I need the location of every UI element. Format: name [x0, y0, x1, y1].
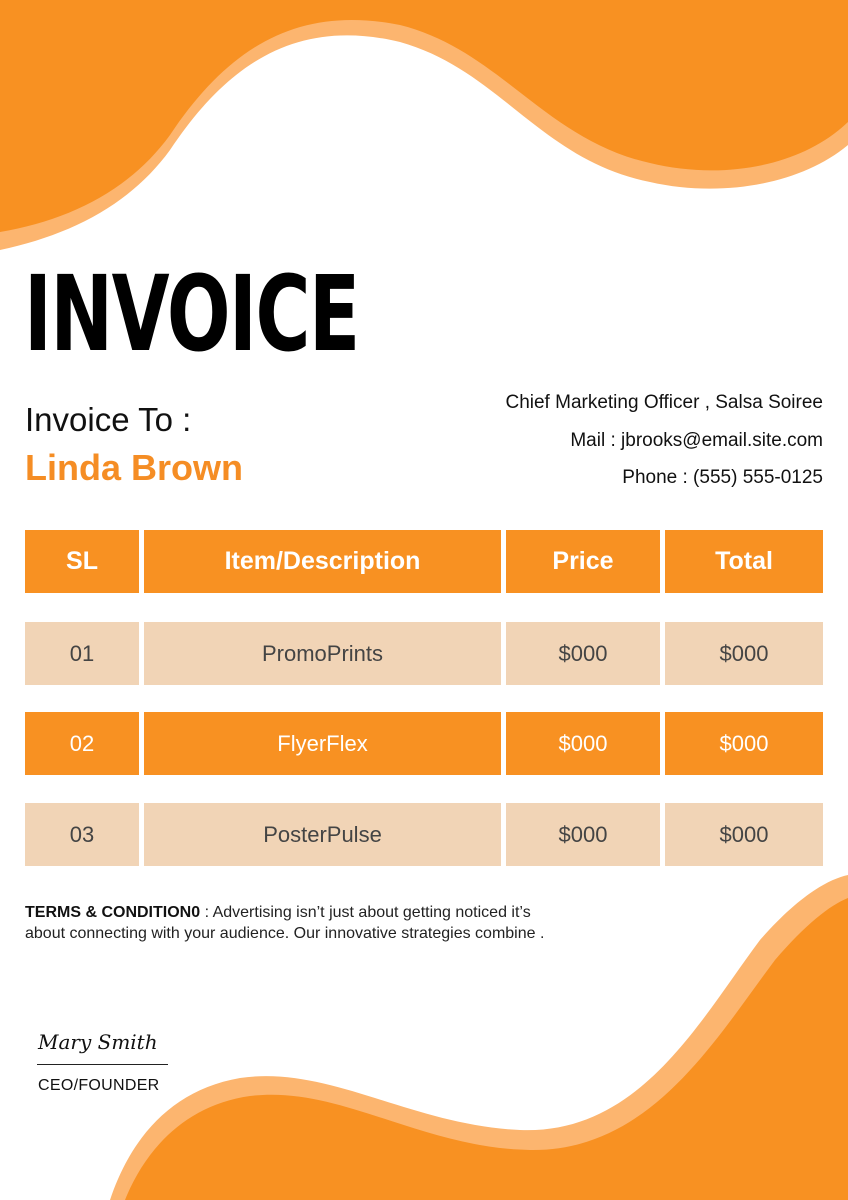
invoice-title: INVOICE: [24, 253, 359, 375]
contact-position: Chief Marketing Officer , Salsa Soiree: [505, 392, 823, 413]
header-description: Item/Description: [144, 530, 501, 593]
table-row: [25, 803, 823, 866]
row-total: $000: [665, 803, 823, 866]
table-row: [25, 622, 823, 685]
row-sl: 03: [25, 803, 139, 866]
row-price: $000: [506, 712, 660, 775]
invoice-to-label: Invoice To :: [25, 401, 192, 438]
row-description: FlyerFlex: [144, 712, 501, 775]
signature: Mary Smith: [38, 1030, 158, 1054]
row-description: PosterPulse: [144, 803, 501, 866]
terms-text: Advertising isn’t just about getting noticed it’s about connecting with your audience. Our innovative strategies combine .: [25, 904, 545, 942]
terms-separator: :: [200, 904, 213, 921]
contact-mail: Mail : jbrooks@email.site.com: [570, 429, 823, 451]
contact-block: [505, 384, 823, 497]
terms-and-conditions: [25, 902, 545, 944]
table-row: [25, 712, 823, 775]
contact-phone: Phone : (555) 555-0125: [622, 467, 823, 488]
header-total: Total: [665, 530, 823, 593]
header-sl: SL: [25, 530, 139, 593]
row-price: $000: [506, 803, 660, 866]
client-name: Linda Brown: [25, 447, 243, 488]
row-total: $000: [665, 622, 823, 685]
header-price: Price: [506, 530, 660, 593]
signature-title: CEO/FOUNDER: [38, 1077, 160, 1094]
terms-label: TERMS & CONDITION0: [25, 904, 201, 921]
signature-line: [37, 1064, 168, 1065]
row-sl: 02: [25, 712, 139, 775]
row-description: PromoPrints: [144, 622, 501, 685]
table-header-row: [25, 530, 823, 593]
row-total: $000: [665, 712, 823, 775]
row-price: $000: [506, 622, 660, 685]
row-sl: 01: [25, 622, 139, 685]
